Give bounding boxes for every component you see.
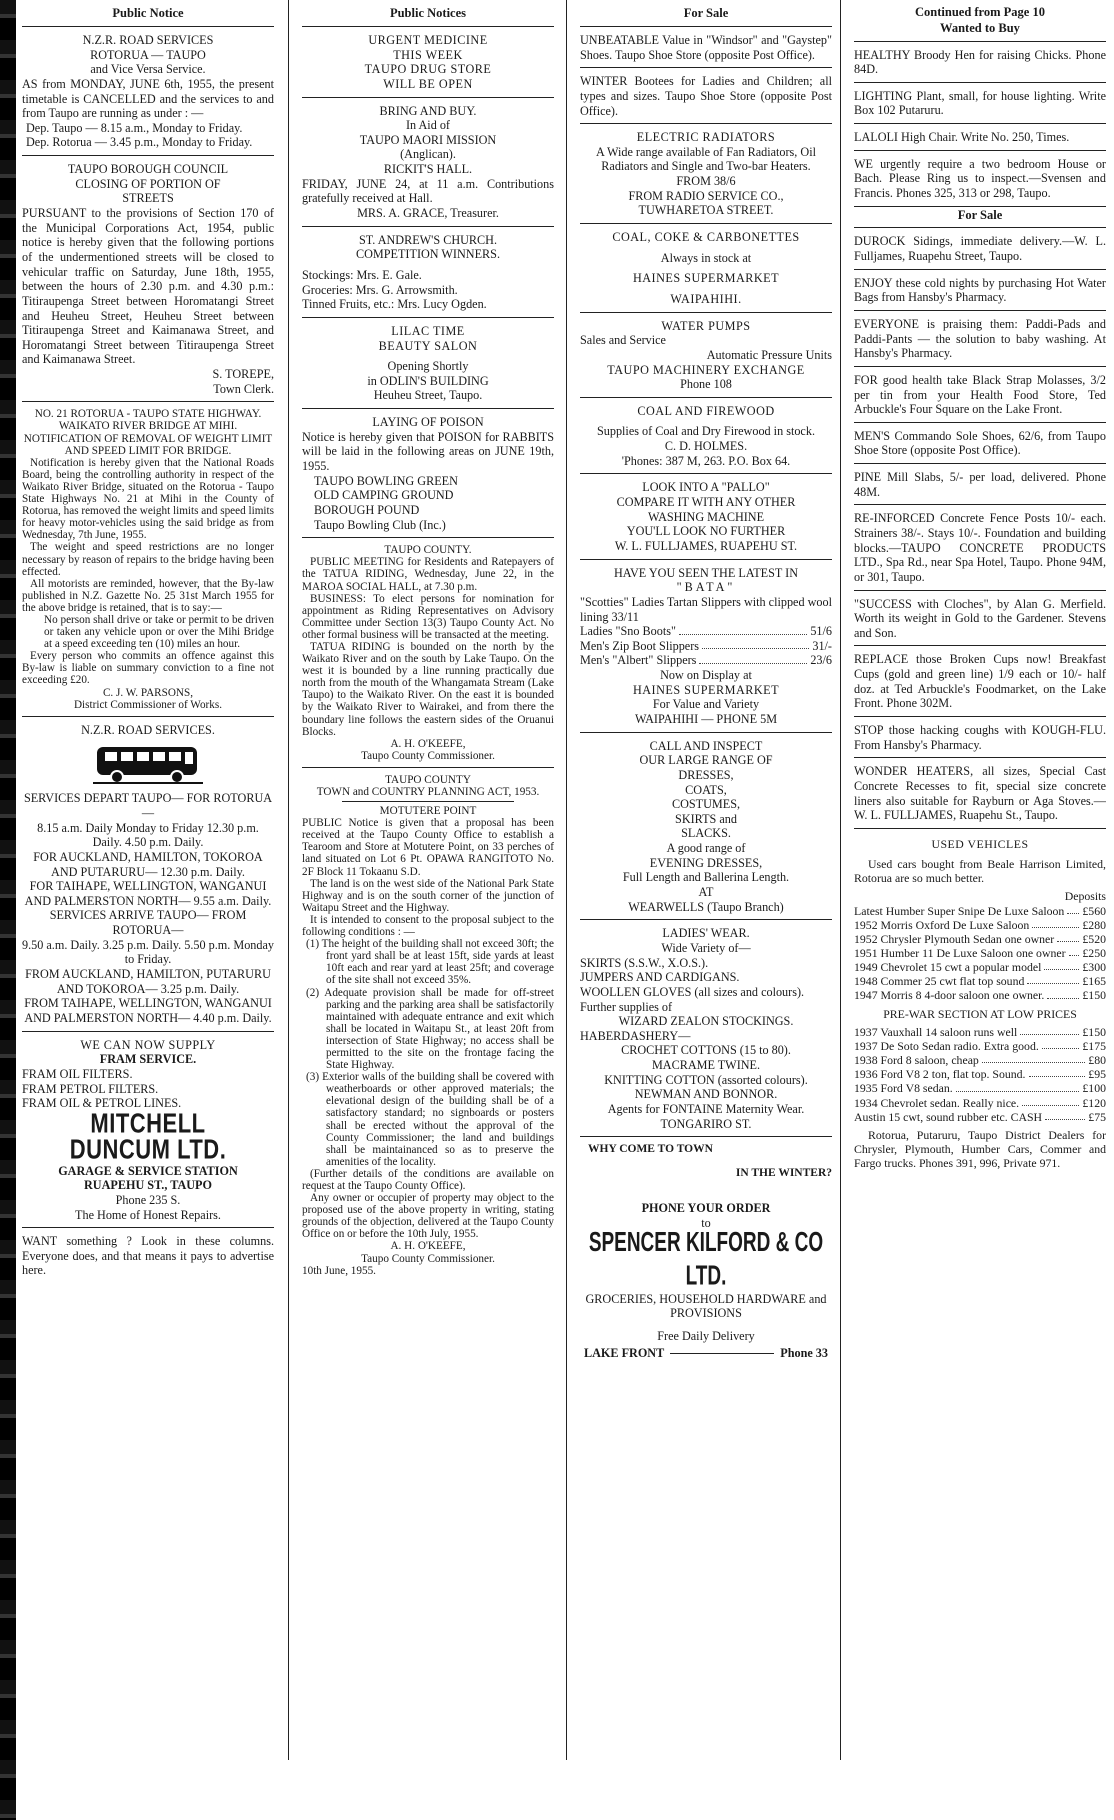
divider	[854, 227, 1106, 228]
notice-signature: District Commissioner of Works.	[73, 698, 223, 711]
notice-line: TAUPO DRUG STORE	[364, 62, 492, 77]
column-divider	[566, 0, 567, 1760]
ad-line: FRAM SERVICE.	[99, 1052, 197, 1067]
divider	[302, 767, 554, 768]
ad-line: 'Phones: 387 M, 263. P.O. Box 64.	[621, 453, 791, 468]
ad-coal-coke	[580, 230, 832, 307]
divider	[22, 401, 274, 402]
ad-line: W. L. FULLJAMES, RUAPEHU ST.	[614, 538, 798, 553]
notice-line: FOR TAIHAPE, WELLINGTON, WANGANUI AND PALMERSTON NORTH— 9.55 a.m. Daily.	[24, 879, 272, 908]
vehicle-row: 1952 Morris Oxford De Luxe Saloon £280	[854, 917, 1106, 932]
divider	[854, 504, 1106, 505]
divider	[22, 1031, 274, 1032]
divider	[302, 317, 554, 318]
ad-line: WEARWELLS (Taupo Branch)	[628, 899, 784, 914]
divider	[854, 645, 1106, 646]
notice-title: MOTUTERE POINT	[379, 805, 477, 818]
ad-line: "Scotties" Ladies Tartan Slippers with clipped wool lining 33/11	[580, 594, 832, 624]
price-row: Ladies "Sno Boots" 51/6	[580, 624, 832, 639]
ad-pine-mill-slabs: PINE Mill Slabs, 5/- per load, delivered. Phone 48M.	[854, 470, 1106, 499]
ad-line: Phone 235 S.	[115, 1192, 181, 1207]
ad-line: C. D. HOLMES.	[664, 439, 748, 454]
divider	[580, 312, 832, 313]
divider	[580, 223, 832, 224]
notice-line: In Aid of	[405, 118, 450, 133]
ad-pallo-washing-machine	[580, 480, 832, 553]
divider	[302, 97, 554, 98]
ad-line: WIZARD ZEALON STOCKINGS.	[618, 1014, 794, 1029]
notice-body: No person shall drive or take or permit to be driven or taken any vehicle upon or over the Mihi Bridge at a speed exceeding ten (10) miles an hour.	[44, 613, 274, 651]
ad-title: USED VEHICLES	[931, 836, 1029, 851]
notice-line: Groceries: Mrs. G. Arrowsmith.	[302, 282, 458, 297]
notice-title: TOWN and COUNTRY PLANNING ACT, 1953.	[316, 786, 540, 798]
vehicle-row: 1949 Chevrolet 15 cwt a popular model £300	[854, 960, 1106, 975]
notice-signature: Taupo Bowling Club (Inc.)	[314, 517, 446, 532]
ad-line: Automatic Pressure Units	[706, 347, 832, 362]
ad-line: LOOK INTO A "PALLO"	[642, 480, 770, 495]
divider	[342, 801, 514, 802]
ad-line: GARAGE & SERVICE STATION	[58, 1163, 238, 1178]
divider	[302, 26, 554, 27]
divider	[22, 716, 274, 717]
notice-borough-council	[22, 162, 274, 396]
ad-line: Now on Display at	[660, 668, 752, 683]
ad-line: Supplies of Coal and Dry Firewood in stock.	[596, 424, 815, 439]
ad-line: MACRAME TWINE.	[651, 1058, 761, 1073]
notice-line: SERVICES DEPART TAUPO— FOR ROTORUA—	[23, 791, 273, 820]
ad-line: ELECTRIC RADIATORS	[636, 130, 776, 145]
notice-body: (Further details of the conditions are available on request at the Taupo County Office).	[302, 1167, 554, 1192]
column-public-notice	[22, 0, 274, 1820]
ad-line: "BATA"	[676, 580, 736, 595]
ad-line: COATS,	[685, 782, 727, 797]
ad-subtitle: PRE-WAR SECTION AT LOW PRICES	[883, 1006, 1077, 1021]
divider	[302, 408, 554, 409]
ad-line: YOU'LL LOOK NO FURTHER	[626, 524, 786, 539]
ad-line: SKIRTS and	[675, 811, 737, 826]
ad-line: Free Daily Delivery	[657, 1329, 755, 1344]
divider	[580, 26, 832, 27]
ad-line: DRESSES,	[678, 767, 734, 782]
notice-signature: Town Clerk.	[213, 381, 274, 396]
ad-line: FROM RADIO SERVICE CO.,	[628, 188, 784, 203]
notice-st-andrews	[302, 233, 554, 312]
divider	[302, 537, 554, 538]
notice-line: Tinned Fruits, etc.: Mrs. Lucy Ogden.	[302, 297, 487, 312]
vehicle-row: 1934 Chevrolet sedan. Really nice. £120	[854, 1095, 1106, 1110]
ad-line: BEAUTY SALON	[378, 338, 478, 353]
ad-line: Opening Shortly	[387, 359, 469, 374]
notice-line: OLD CAMPING GROUND	[314, 488, 454, 503]
vehicle-row: 1937 Vauxhall 14 saloon runs well £150	[854, 1024, 1106, 1039]
divider	[854, 206, 1106, 207]
ad-wanted-high-chair: LALOLI High Chair. Write No. 250, Times.	[854, 130, 1070, 145]
vehicle-row: Latest Humber Super Snipe De Luxe Saloon £560	[854, 903, 1106, 918]
ad-line: OUR LARGE RANGE OF	[639, 753, 773, 768]
ad-business-name: MITCHELL	[90, 1107, 206, 1139]
notice-line: URGENT MEDICINE	[368, 33, 488, 47]
column-heading: For Sale	[683, 6, 729, 20]
newspaper-page	[22, 0, 1112, 1820]
ad-line: Used cars bought from Beale Harrison Limited, Rotorua are so much better.	[854, 857, 1106, 886]
vehicle-row: 1951 Humber 11 De Luxe Saloon one owner £250	[854, 945, 1106, 960]
ad-windsor-shoes: UNBEATABLE Value in "Windsor" and "Gaystep" Shoes. Taupo Shoe Store (opposite Post Office).	[580, 33, 832, 62]
notice-body: It is intended to consent to the proposal subject to the following conditions : —	[302, 913, 554, 939]
ad-paddi-pads: EVERYONE is praising them: Paddi-Pads and Paddi-Pants — the solution to baby washing. At Hansby's Pharmacy.	[854, 316, 1106, 361]
notice-body: Notification is hereby given that the National Roads Board, being the controlling authority in respect of the Waikato River Bridge, situated on the Rotorua - Taupo State Highways No. 21 at Mihi in the County of Rotorua, has removed the weight limits and speed limits for heavy motor-vehicles using the said bridge as from Wednesday, 7th June, 1955.	[22, 456, 274, 542]
ad-line: FRAM PETROL FILTERS.	[22, 1081, 159, 1096]
notice-line: RICKIT'S HALL.	[383, 162, 473, 177]
notice-body: FRIDAY, JUNE 24, at 11 a.m. Contributions gratefully received at Hall.	[302, 176, 554, 206]
notice-urgent-medicine	[302, 33, 554, 92]
ad-line: Wide Variety of—	[661, 940, 751, 955]
notice-title: COMPETITION WINNERS.	[356, 247, 500, 262]
ad-lilac-time	[302, 324, 554, 403]
notice-line: TAUPO MAORI MISSION	[359, 132, 497, 147]
vehicle-row: 1935 Ford V8 sedan. £100	[854, 1081, 1106, 1096]
ad-line: A good range of	[666, 841, 746, 856]
ad-durock-sidings: DUROCK Sidings, immediate delivery.—W. L. Fulljames, Ruapehu Street, Taupo.	[854, 234, 1106, 264]
ad-black-strap-molasses: FOR good health take Black Strap Molasses, 3/2 per tin from your Health Food Store, Ted Arbuckle's Four Square on the Lake Front.	[854, 372, 1106, 417]
ad-breakfast-cups: REPLACE those Broken Cups now! Breakfast Cups (gold and green line) 1/9 each or 10/- half doz. at Ted Arbuckle's Foodmarket, on the Lake Front. Phone 302M.	[854, 652, 1106, 711]
ad-line: WHY COME TO TOWN	[588, 1143, 713, 1156]
notice-title: TAUPO BOROUGH COUNCIL	[67, 162, 229, 177]
divider	[854, 422, 1106, 423]
ad-line: Always in stock at	[660, 250, 752, 265]
divider	[22, 26, 274, 27]
divider	[854, 123, 1106, 124]
column-heading: Public Notices	[389, 6, 467, 20]
ad-line: COAL, COKE & CARBONETTES	[612, 230, 800, 245]
vehicle-row: 1937 De Soto Sedan radio. Extra good. £175	[854, 1038, 1106, 1053]
notice-body: PUBLIC Notice is given that a proposal has been received at the Taupo County Office to establish a Tearoom and Store at Motutere Point, on 33 perches of land situated on Lot 6 Pt. OPAWA RANGITOTO No. 2F Block 11 Tokaanu S.D.	[302, 817, 554, 878]
divider	[580, 732, 832, 733]
ad-line: A Wide range available of Fan Radiators, Oil Radiators and Single and Two-bar Heaters.	[596, 144, 816, 174]
notice-body: TATUA RIDING is bounded on the north by the Waikato River and on the south by Lake Taupo. On the west it is bounded by a line running practically due north from the mouth of the Whangamata Stream (Lake Taupo) to the Waikato River. On the east it is bounded by the Waikato River to Wairakei, and from there the boundary line follows the eastern sides of the Oruanui Blocks.	[302, 640, 554, 738]
notice-signature: A. H. O'KEEFE,	[390, 737, 466, 750]
divider	[854, 828, 1106, 829]
divider	[854, 716, 1106, 717]
vehicle-row: 1936 Ford V8 2 ton, flat top. Sound. £95	[854, 1067, 1106, 1082]
vehicle-row: 1938 Ford 8 saloon, cheap £80	[854, 1053, 1106, 1068]
ad-line: JUMPERS AND CARDIGANS.	[580, 970, 740, 985]
notice-line: FROM TAIHAPE, WELLINGTON, WANGANUI AND PALMERSTON NORTH— 4.40 p.m. Daily.	[24, 996, 272, 1025]
ad-line: to	[701, 1215, 711, 1230]
ad-line: COAL AND FIREWOOD	[637, 403, 775, 418]
ad-coal-firewood	[580, 404, 832, 469]
notice-nzr-timetable	[22, 723, 274, 1026]
divider	[302, 226, 554, 227]
page-spine-edge	[0, 0, 16, 1820]
notice-title: WAIKATO RIVER BRIDGE AT MIHI.	[58, 420, 238, 433]
divider	[854, 757, 1106, 758]
divider	[580, 559, 832, 560]
divider	[22, 155, 274, 156]
notice-condition: (2) Adequate provision shall be made for off-street parking and the parking area shall be satisfactorily maintained with adequate entrance and exit which shall be located in Waitapu St., at least 20ft from intersection of State Highway; no access shall be permitted to the site on the frontage facing the State Highway.	[306, 986, 554, 1072]
ad-line: LILAC TIME	[391, 323, 465, 338]
price-row: Men's Zip Boot Slippers 31/-	[580, 638, 832, 653]
ad-line: WOOLLEN GLOVES (all sizes and colours).	[580, 984, 805, 999]
divider	[854, 269, 1106, 270]
ad-line: The Home of Honest Repairs.	[75, 1207, 221, 1222]
divider	[854, 590, 1106, 591]
notice-taupo-county-meeting	[302, 544, 554, 762]
ad-line: SKIRTS (S.S.W., X.O.S.).	[580, 955, 709, 970]
bus-icon	[93, 741, 203, 785]
notice-line: 8.15 a.m. Daily Monday to Friday 12.30 p.m. Daily. 4.50 p.m. Daily.	[37, 820, 259, 850]
ad-line: WE CAN NOW SUPPLY	[80, 1037, 216, 1052]
notice-signature: C. J. W. PARSONS,	[102, 686, 194, 699]
ad-line: Agents for FONTAINE Maternity Wear.	[607, 1102, 805, 1116]
notice-line: Dep. Taupo — 8.15 a.m., Monday to Friday.	[26, 120, 243, 135]
notice-line: WILL BE OPEN	[383, 76, 473, 91]
notice-title: BRING AND BUY.	[379, 103, 477, 118]
vehicle-row: 1947 Morris 8 4-door saloon one owner. £150	[854, 988, 1106, 1003]
ad-footer: Rotorua, Putaruru, Taupo District Dealers for Chrysler, Plymouth, Humber Cars, Commer and Fargo trucks. Phones 391, 996, Private 971.	[854, 1127, 1106, 1171]
divider	[580, 1136, 832, 1137]
divider	[22, 1227, 274, 1228]
ad-line: AT	[698, 885, 714, 900]
ad-line: HAINES SUPERMARKET	[632, 271, 780, 286]
ad-line: Sales and Service	[580, 333, 666, 348]
notice-line: TAUPO BOWLING GREEN	[314, 473, 458, 488]
divider	[854, 463, 1106, 464]
ad-line: FROM 38/6	[676, 174, 736, 189]
notice-body: Notice is hereby given that POISON for RABBITS will be laid in the following areas on JUNE 19th, 1955.	[302, 429, 554, 474]
ad-business-name: SPENCER KILFORD & CO LTD.	[588, 1227, 824, 1292]
ad-electric-radiators	[580, 130, 832, 218]
ad-want-something: WANT something ? Look in these columns. Everyone does, and that means it pays to advertise here.	[22, 1234, 274, 1278]
notice-title: NOTIFICATION OF REMOVAL OF WEIGHT LIMIT AND SPEED LIMIT FOR BRIDGE.	[23, 432, 273, 457]
divider	[854, 310, 1106, 311]
notice-nzr-road-services	[22, 33, 274, 150]
notice-body: Every person who commits an offence against this By-law is liable on summary conviction to a fine not exceeding £20.	[22, 650, 274, 687]
ad-used-vehicles	[854, 837, 1106, 1170]
ad-line: TAUPO MACHINERY EXCHANGE	[607, 362, 805, 377]
notice-signature: Taupo County Commissioner.	[361, 1252, 495, 1265]
ad-line: CROCHET COTTONS (15 to 80).	[621, 1043, 791, 1058]
notice-body: PURSUANT to the provisions of Section 170 of the Municipal Corporations Act, 1954, public notice is hereby given that the following portions of the undermentioned streets will be closed to vehicular traffic on Saturday, June 18th, 1955, between the hours of 2.30 p.m. and 4.30 p.m.: Titiraupenga Street between Horomatangi Street and Heuheu Street, Heuheu Street between Titiraupenga Street and Kaimanawa Street, and Horomatangi Street between Titiraupenga Street and Kaimanawa Street.	[22, 206, 274, 367]
notice-signature: S. TOREPE,	[212, 367, 274, 382]
ad-line: HABERDASHERY—	[580, 1028, 691, 1043]
column-divider	[288, 0, 289, 1760]
notice-title: LAYING OF POISON	[372, 415, 484, 430]
section-heading: For Sale	[957, 207, 1003, 222]
notice-bring-and-buy	[302, 104, 554, 221]
ad-line: Full Length and Ballerina Length.	[622, 870, 790, 885]
column-public-notices	[302, 0, 554, 1820]
ad-line: HAINES SUPERMARKET	[632, 682, 780, 697]
notice-title: TAUPO COUNTY.	[384, 544, 472, 557]
column-for-sale	[580, 0, 832, 1820]
ad-line: RUAPEHU ST., TAUPO	[84, 1178, 212, 1193]
ad-line: in ODLIN'S BUILDING	[367, 373, 489, 388]
ad-line: FRAM OIL FILTERS.	[22, 1066, 133, 1081]
ad-line: WASHING MACHINE	[647, 509, 765, 524]
notice-line: SERVICES ARRIVE TAUPO— FROM ROTORUA—	[49, 908, 247, 938]
notice-body: All motorists are reminded, however, that the By-law published in N.Z. Gazette No. 25 31st March 1955 for the above bridge is retained, that is to say:—	[22, 577, 274, 614]
ad-newman-bonnor	[580, 926, 832, 1131]
notice-laying-of-poison	[302, 415, 554, 532]
notice-line: Stockings: Mrs. E. Gale.	[302, 267, 422, 282]
ad-line: IN THE WINTER?	[735, 1167, 832, 1180]
notice-line: BOROUGH POUND	[314, 502, 420, 517]
ad-line: WAIPAHIHI — PHONE 5M	[634, 711, 778, 726]
notice-body: AS from MONDAY, JUNE 6th, 1955, the present timetable is CANCELLED and the services to and from Taupo are running as under : —	[22, 76, 274, 121]
ad-line: PHONE YOUR ORDER	[641, 1200, 771, 1215]
ad-line: COMPARE IT WITH ANY OTHER	[616, 495, 796, 510]
ad-line: WATER PUMPS	[661, 318, 751, 333]
ad-wanted-house: WE urgently require a two bedroom House or Bach. Please Ring us to inspect.—Svensen and Francis. Phones 325, 313 or 298, Taupo.	[854, 156, 1106, 200]
ad-line: KNITTING COTTON (assorted colours).	[604, 1072, 808, 1087]
ad-line: Phone 108	[680, 377, 732, 392]
divider	[854, 41, 1106, 42]
ad-line: Heuheu Street, Taupo.	[373, 388, 483, 403]
ad-line: HAVE YOU SEEN THE LATEST IN	[613, 565, 799, 580]
ad-line: WAIPAHIHI.	[670, 291, 742, 306]
divider	[854, 366, 1106, 367]
ad-wanted-broody-hen: HEALTHY Broody Hen for raising Chicks. Phone 84D.	[854, 47, 1106, 77]
ad-line: Further supplies of	[580, 999, 673, 1014]
ad-wonder-heaters: WONDER HEATERS, all sizes, Special Cast Concrete Recesses to fit, special size concrete liners also suitable for Rayburn or Aga Stoves.—W. L. FULLJAMES, Ruapehu St., Taupo.	[854, 764, 1106, 823]
vehicle-row: 1952 Chrysler Plymouth Sedan one owner £520	[854, 931, 1106, 946]
ad-footer-row: LAKE FRONT Phone 33	[584, 1345, 828, 1360]
notice-line: Dep. Rotorua — 3.45 p.m., Monday to Friday.	[26, 135, 253, 150]
ad-line: COSTUMES,	[671, 797, 741, 812]
notice-line: FROM AUCKLAND, HAMILTON, PUTARURU AND TOKOROA— 3.25 p.m. Daily.	[25, 967, 271, 996]
notice-condition: (1) The height of the building shall not exceed 30ft; the front yard shall be at least 15ft, side yards at least 10ft each and rear yard at least 25ft; and coverage of the site shall not exceed 35%.	[306, 938, 554, 987]
ad-kough-flu: STOP those hacking coughs with KOUGH-FLU. From Hansby's Pharmacy.	[854, 723, 1106, 752]
ad-line: FRAM OIL & PETROL LINES.	[22, 1096, 182, 1111]
notice-condition: (3) Exterior walls of the building shall be covered with weatherboards or other approved materials; the elevational design of the building shall be of a satisfactory standard; no signboards or posters shall be erected without the approval of the County Commissioner; the land and buildings shall be maintainanced so as to preserve the amenities of the locality.	[306, 1071, 554, 1168]
notice-line: FOR AUCKLAND, HAMILTON, TOKOROA AND PUTARURU— 12.30 p.m. Daily.	[33, 849, 263, 879]
ad-line: CALL AND INSPECT	[649, 738, 763, 753]
ad-water-pumps	[580, 319, 832, 392]
notice-body: BUSINESS: To elect persons for nomination for appointment as Riding Representatives on Advisory Committee under Section 13(3) Taupo County Act. No other formal business will be transacted at the meeting.	[302, 592, 554, 641]
ad-wanted-lighting-plant: LIGHTING Plant, small, for house lighting. Write Box 102 Putaruru.	[854, 88, 1106, 118]
notice-signature: A. H. O'KEEFE,	[390, 1240, 466, 1253]
notice-line: THIS WEEK	[393, 47, 463, 62]
ad-line: EVENING DRESSES,	[649, 855, 763, 870]
notice-title: ST. ANDREW'S CHURCH.	[358, 232, 498, 247]
ad-business-name: DUNCUM LTD.	[69, 1133, 227, 1166]
notice-date: 10th June, 1955.	[302, 1264, 376, 1277]
notice-body: The weight and speed restrictions are no longer necessary by reason of repairs to the bridge having been effected.	[22, 541, 274, 578]
divider	[580, 123, 832, 124]
ad-line: For Value and Variety	[652, 697, 760, 712]
ad-line: Deposits	[1064, 889, 1106, 904]
column-divider	[840, 0, 841, 1760]
ad-mitchell-duncum	[22, 1038, 274, 1223]
notice-title: TAUPO COUNTY	[385, 773, 471, 786]
ad-line: NEWMAN AND BONNOR.	[634, 1087, 778, 1102]
column-heading: Wanted to Buy	[940, 20, 1020, 35]
ad-line: SLACKS.	[681, 826, 731, 841]
column-heading: Continued from Page 10	[915, 5, 1045, 19]
ad-spencer-kilford	[580, 1143, 832, 1360]
notice-subtitle: and Vice Versa Service.	[90, 62, 206, 77]
divider	[580, 473, 832, 474]
column-wanted-to-buy	[854, 0, 1106, 1820]
notice-title: STREETS	[122, 191, 174, 206]
divider	[580, 67, 832, 68]
notice-mihi-bridge	[22, 408, 274, 710]
divider	[580, 397, 832, 398]
vehicle-row: 1948 Commer 25 cwt flat top sound £165	[854, 974, 1106, 989]
notice-line: 9.50 a.m. Daily. 3.25 p.m. Daily. 5.50 p.m. Monday to Friday.	[22, 937, 274, 967]
notice-motutere-point	[302, 774, 554, 1277]
notice-body: Any owner or occupier of property may object to the proposed use of the above property in writing, stating grounds of the objection, delivered at the Taupo County Office on or before the 10th July, 1955.	[302, 1192, 554, 1241]
ad-commando-shoes: MEN'S Commando Sole Shoes, 62/6, from Taupo Shoe Store (opposite Post Office).	[854, 428, 1106, 458]
ad-hot-water-bags: ENJOY these cold nights by purchasing Hot Water Bags from Hansby's Pharmacy.	[854, 275, 1106, 305]
notice-signature: Taupo County Commissioner.	[361, 749, 495, 762]
ad-winter-bootees: WINTER Bootees for Ladies and Children; all types and sizes. Taupo Shoe Store (opposite Post Office).	[580, 74, 832, 118]
vehicle-row: Austin 15 cwt, sound rubber etc. CASH £75	[854, 1109, 1106, 1124]
ad-line: TONGARIRO ST.	[660, 1116, 752, 1131]
notice-subtitle: ROTORUA — TAUPO	[90, 47, 206, 62]
notice-body: The land is on the west side of the National Park State Highway and is on the south corner of the junction of Waitapu Street and the Highway.	[302, 877, 554, 914]
notice-body: PUBLIC MEETING for Residents and Ratepayers of the TATUA RIDING, Wednesday, June 22, in the MAROA SOCIAL HALL, at 7.30 p.m.	[302, 556, 554, 593]
notice-line: (Anglican).	[400, 147, 456, 162]
divider	[854, 82, 1106, 83]
ad-line: LADIES' WEAR.	[662, 926, 750, 941]
divider	[854, 150, 1106, 151]
notice-signature: MRS. A. GRACE, Treasurer.	[357, 206, 499, 221]
ad-line: GROCERIES, HOUSEHOLD HARDWARE and PROVISIONS	[585, 1291, 827, 1321]
price-row: Men's "Albert" Slippers 23/6	[580, 653, 832, 668]
ad-line: TUWHARETOA STREET.	[638, 203, 774, 218]
ad-wearwells	[580, 739, 832, 915]
notice-title: N.Z.R. ROAD SERVICES	[82, 33, 214, 47]
ad-bata-slippers	[580, 566, 832, 727]
notice-title: N.Z.R. ROAD SERVICES.	[81, 722, 215, 737]
ad-cloches-book: "SUCCESS with Cloches", by Alan G. Merfield. Worth its weight in Gold to the Gardener. Stevens and Son.	[854, 596, 1106, 640]
column-heading: Public Notice	[112, 6, 184, 20]
notice-title: NO. 21 ROTORUA - TAUPO STATE HIGHWAY.	[34, 408, 262, 421]
ad-concrete-posts: RE-INFORCED Concrete Fence Posts 10/- each. Strainers 38/-. Stays 10/-. Foundation and building blocks.—TAUPO CONCRETE PRODUCTS LTD., Spa Rd., near Spa Hotel, Taupo. Phone 94M, or 301, Taupo.	[854, 511, 1106, 584]
divider	[580, 919, 832, 920]
notice-title: CLOSING OF PORTION OF	[75, 176, 221, 191]
